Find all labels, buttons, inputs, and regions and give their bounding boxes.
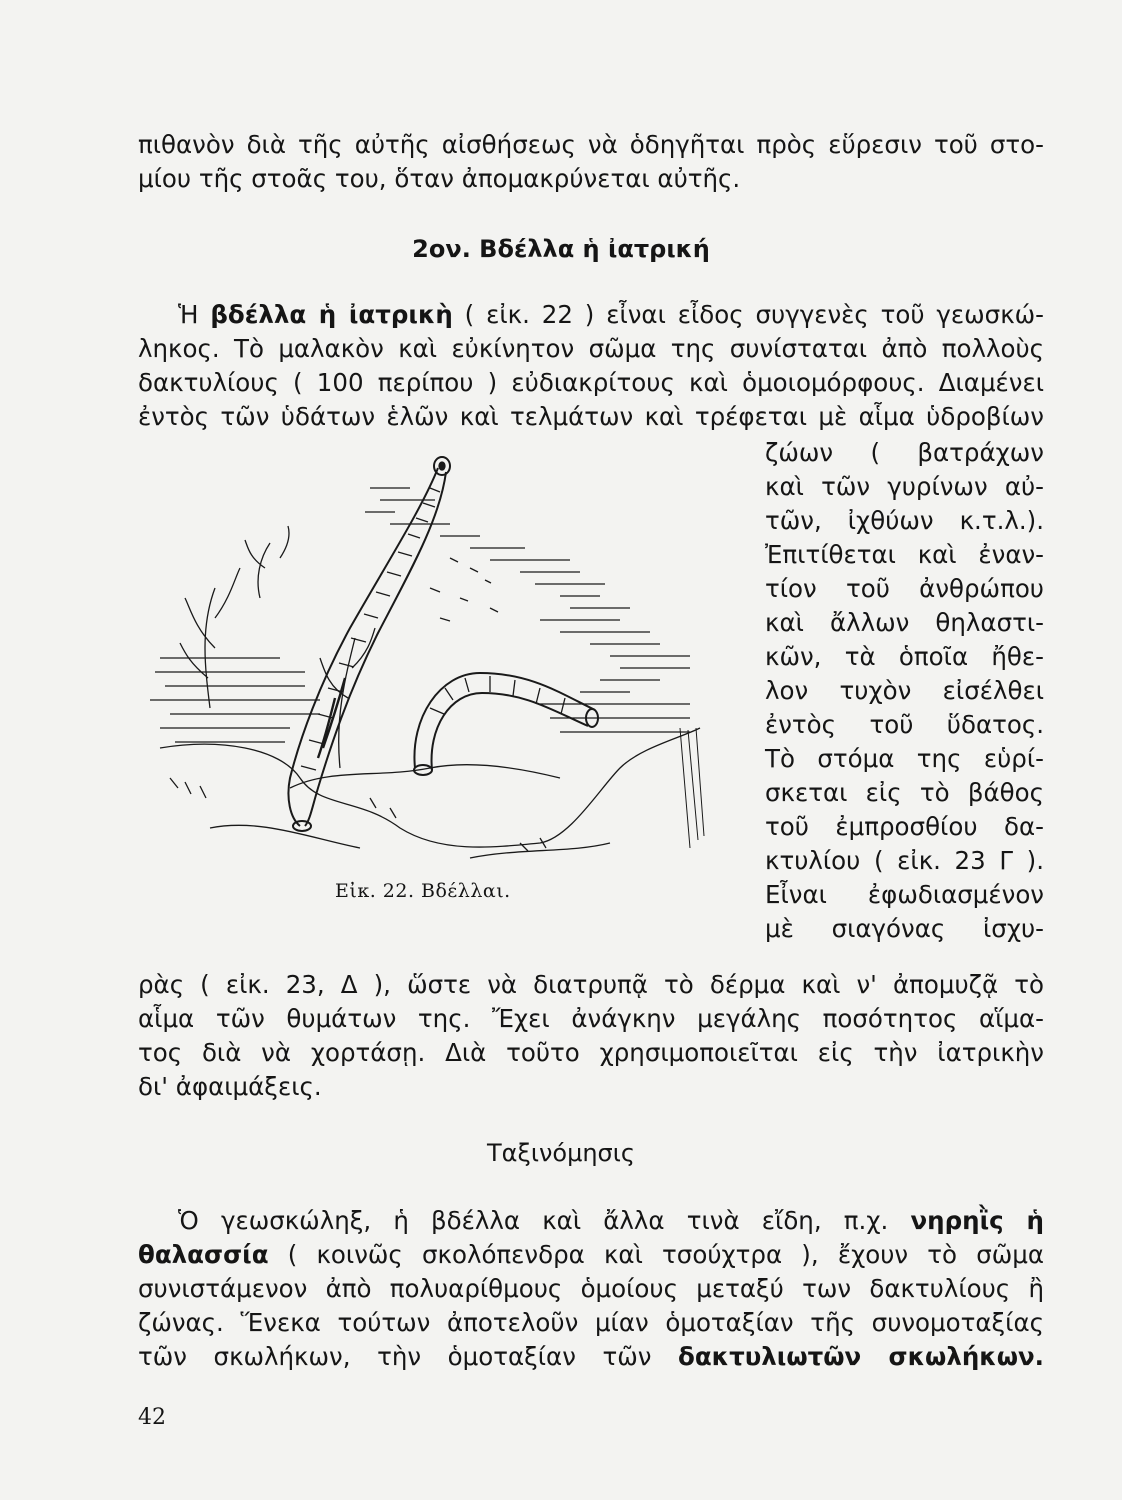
subheading-classification: Ταξινόμησις — [487, 1139, 635, 1167]
body-text-line — [138, 1340, 1044, 1374]
term-annelids: δακτυλιωτῶν σκωλήκων. — [678, 1342, 1044, 1371]
body-text-line — [138, 298, 1044, 332]
figure-caption: Εἰκ. 22. Βδέλλαι. — [335, 880, 511, 902]
body-text-line: καὶ τῶν γυρίνων αὐ- — [765, 472, 1044, 501]
body-text-line: σκεται εἰς τὸ βάθος — [765, 778, 1044, 807]
body-text-line: ἐντὸς τῶν ὑδάτων ἑλῶν καὶ τελμάτων καὶ τρέφεται μὲ αἷμα ὑδροβίων — [138, 402, 1044, 431]
body-text-line: ζώων ( βατράχων — [765, 438, 1044, 467]
text-span: ( εἰκ. 22 ) εἶναι εἶδος συγγενὲς τοῦ γεωσκώ- — [452, 300, 1044, 329]
right-column-text — [765, 436, 1044, 946]
body-text-line: πιθανὸν διὰ τῆς αὐτῆς αἰσθήσεως νὰ ὁδηγῆται πρὸς εὕρεσιν τοῦ στο- — [138, 130, 1044, 159]
body-text-line: ρὰς ( εἰκ. 23, Δ ), ὥστε νὰ διατρυπᾷ τὸ δέρμα καὶ ν' ἀπομυζᾷ τὸ — [138, 970, 1044, 999]
term-bdella: βδέλλα ἡ ἰατρικὴ — [210, 300, 453, 329]
body-text-line: δι' ἀφαιμάξεις. — [138, 1072, 322, 1101]
body-text-line — [138, 1204, 1044, 1238]
body-text-line: τίον τοῦ ἀνθρώπου — [765, 574, 1044, 603]
body-text-line: μίου τῆς στοᾶς του, ὅταν ἀπομακρύνεται αὐτῆς. — [138, 164, 741, 193]
term-thalassia: θαλασσία — [138, 1240, 269, 1269]
leech-small — [414, 673, 598, 775]
body-text-line: δακτυλίους ( 100 περίπου ) εὐδιακρίτους καὶ ὁμοιομόρφους. Διαμένει — [138, 368, 1044, 397]
section-heading: 2ον. Βδέλλα ἡ ἰατρική — [412, 235, 710, 263]
water-plants — [180, 526, 375, 768]
text-span: Ἡ — [178, 300, 211, 329]
body-text-line: Εἶναι ἐφωδιασμένον — [765, 880, 1044, 909]
body-text-line: τος διὰ νὰ χορτάσῃ. Διὰ τοῦτο χρησιμοποιεῖται εἰς τὴν ἰατρικὴν — [138, 1038, 1044, 1067]
page-number: 42 — [138, 1405, 166, 1430]
body-text-line: κτυλίου ( εἰκ. 23 Γ ). — [765, 846, 1044, 875]
body-text-line: ζώνας. Ἕνεκα τούτων ἀποτελοῦν μίαν ὁμοταξίαν τῆς συνομοταξίας — [138, 1308, 1044, 1337]
body-text-line: συνιστάμενον ἀπὸ πολυαρίθμους ὁμοίους μεταξύ των δακτυλίους ἢ — [138, 1274, 1044, 1303]
body-text-line: Ἐπιτίθεται καὶ ἐναν- — [765, 540, 1044, 569]
body-text-line: καὶ ἄλλων θηλαστι- — [765, 608, 1044, 637]
body-text-line: αἷμα τῶν θυμάτων της. Ἔχει ἀνάγκην μεγάλης ποσότητος αἵμα- — [138, 1004, 1044, 1033]
body-text-line: τοῦ ἐμπροσθίου δα- — [765, 812, 1044, 841]
body-text-line: Τὸ στόμα της εὑρί- — [765, 744, 1044, 773]
leech-illustration — [140, 448, 740, 878]
body-text-line: τῶν, ἰχθύων κ.τ.λ.). — [765, 506, 1044, 535]
text-span: ( κοινῶς σκολόπενδρα καὶ τσούχτρα ), ἔχουν τὸ σῶμα — [268, 1240, 1044, 1269]
text-span: τῶν σκωλήκων, τὴν ὁμοταξίαν τῶν — [138, 1342, 679, 1371]
body-text-line: ληκος. Τὸ μαλακὸν καὶ εὐκίνητον σῶμα της συνίσταται ἀπὸ πολλοὺς — [138, 334, 1044, 363]
body-text-line: ἐντὸς τοῦ ὕδατος. — [765, 710, 1044, 739]
body-text-line: κῶν, τὰ ὁποῖα ἤθε- — [765, 642, 1044, 671]
term-nereis: νηρηῒς ἡ — [910, 1206, 1044, 1235]
body-text-line — [138, 1238, 1044, 1272]
body-text-line: μὲ σιαγόνας ἰσχυ- — [765, 914, 1044, 943]
water-hatching — [150, 488, 690, 742]
text-span: Ὁ γεωσκώληξ, ἡ βδέλλα καὶ ἄλλα τινὰ εἴδη, π.χ. — [178, 1206, 911, 1235]
body-text-line: λον τυχὸν εἰσέλθει — [765, 676, 1044, 705]
